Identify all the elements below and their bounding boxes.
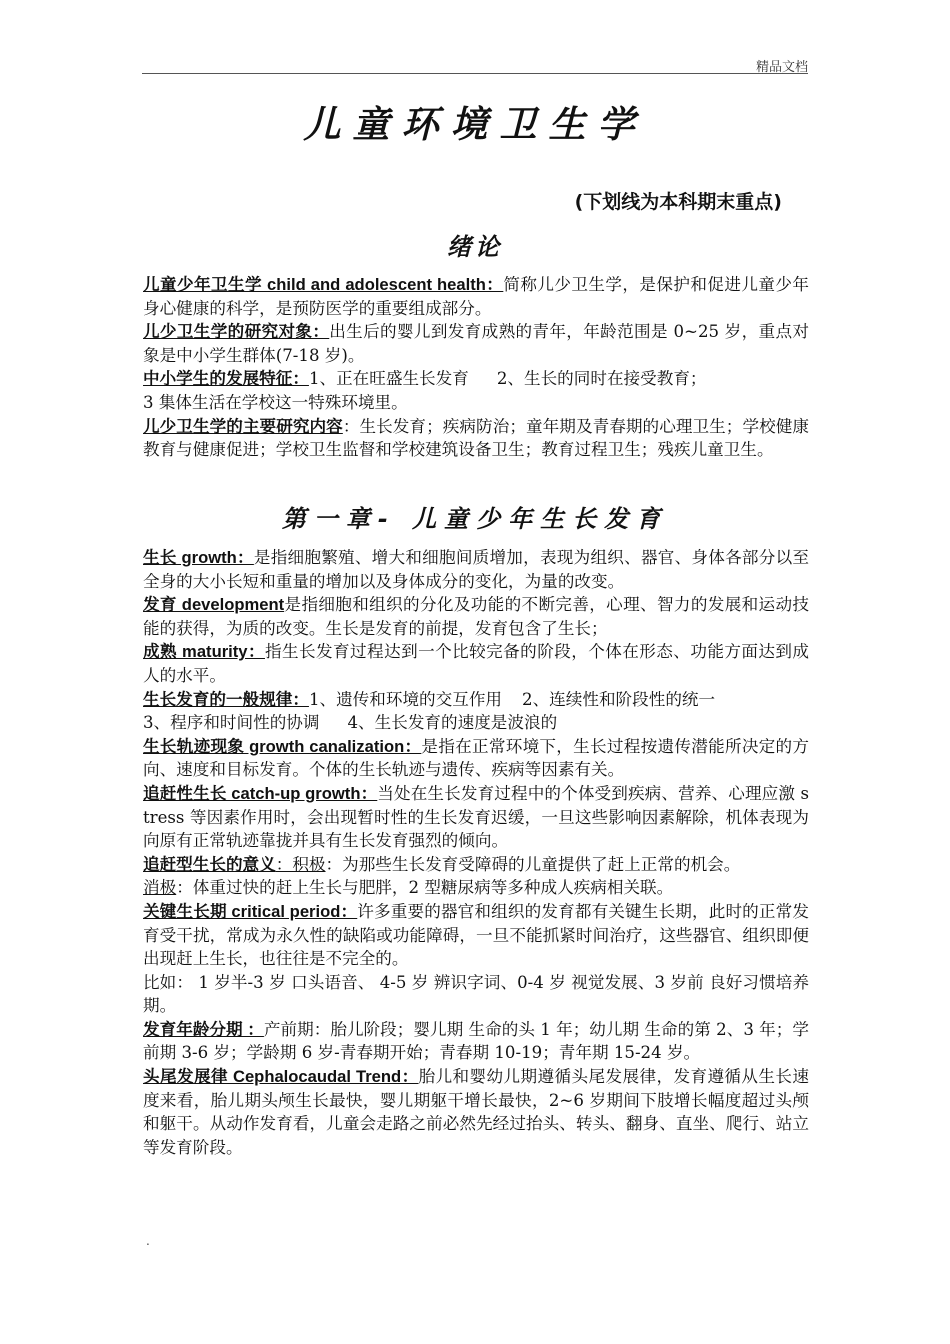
term-label: 关键生长期 critical period： bbox=[143, 901, 358, 921]
paragraph-cephalocaudal bbox=[143, 1065, 809, 1159]
term-label: 儿少卫生学的研究对象： bbox=[143, 322, 330, 342]
term-label: 生长 growth： bbox=[143, 548, 254, 567]
term-label: 成熟 maturity： bbox=[143, 642, 265, 662]
paragraph-text: 简称儿少卫生学，是保护和促进儿童少年身心健康的科学，是预防医学的重要组成部分。 bbox=[143, 275, 810, 318]
term-label: 中小学生的发展特征： bbox=[143, 369, 309, 389]
paragraph-text: 许多重要的器官和组织的发育都有关键生长期，此时的正常发育受干扰，常成为永久性的缺陷或功能障碍，一旦不能抓紧时间治疗，这些器官、组织即便出现赶上生长，也往往是不完全的。 bbox=[143, 901, 809, 969]
feature-3: 3 集体生活在学校这一特殊环境里。 bbox=[143, 392, 408, 412]
feature-2: 2、生长的同时在接受教育； bbox=[496, 369, 707, 389]
term-label: 生长轨迹现象 growth canalization： bbox=[143, 736, 422, 756]
term-label: 发育年龄分期 ： bbox=[143, 1019, 264, 1039]
intro-heading: 绪论 bbox=[447, 233, 503, 261]
chapter1-heading: 第一章- 儿童少年生长发育 bbox=[281, 505, 669, 533]
paragraph-rules bbox=[143, 688, 809, 735]
paragraph-text: 产前期：胎儿阶段；婴儿期 生命的头 1 年；幼儿期 生命的第 2、3 年；学前期 3-6 岁；学龄期 6 岁-青春期开始；青春期 10-19；青年期 15-24 岁。 bbox=[143, 1019, 809, 1063]
term-label: 生长发育的一般规律： bbox=[143, 689, 309, 709]
rule-1: 1、遗传和环境的交互作用 bbox=[308, 689, 503, 709]
paragraph-research-object bbox=[143, 320, 809, 367]
chapter1-section bbox=[143, 546, 809, 1159]
rule-4: 4、生长发育的速度是波浪的 bbox=[347, 713, 558, 733]
paragraph-age-stages bbox=[143, 1018, 809, 1065]
negative-label: 消极 bbox=[143, 878, 177, 898]
paragraph-text: 指生长发育过程达到一个比较完备的阶段，个体在形态、功能方面达到成人的水平。 bbox=[143, 642, 810, 685]
paragraph-text: ：生长发育；疾病防治；童年期及青春期的心理卫生；学校健康教育与健康促进；学校卫生监督和学校建筑设备卫生；教育过程卫生；残疾儿童卫生。 bbox=[143, 416, 810, 460]
negative-text: ：体重过快的赶上生长与肥胖，2 型糖尿病等多种成人疾病相关联。 bbox=[176, 878, 674, 898]
paragraph-text: 是指细胞和组织的分化及功能的不断完善，心理、智力的发展和运动技能的获得，为质的改变。生长是发育的前提，发育包含了生长； bbox=[143, 595, 810, 638]
paragraph-critical-period bbox=[143, 900, 809, 971]
positive-label: ：积极 bbox=[275, 854, 326, 874]
paragraph-canalization bbox=[143, 735, 809, 782]
paragraph-research-content bbox=[143, 415, 809, 462]
positive-text: ：为那些生长发育受障碍的儿童提供了赶上正常的机会。 bbox=[325, 854, 741, 874]
paragraph-example: 比如： 1 岁半-3 岁 口头语音、 4-5 岁 辨识字词、0-4 岁 视觉发展、3 岁前 良好习惯培养期。 bbox=[143, 972, 809, 1016]
document-note: (下划线为本科期末重点) bbox=[574, 191, 782, 213]
footer-dot: . bbox=[146, 1234, 150, 1248]
paragraph-text: 是指细胞繁殖、增大和细胞间质增加，表现为组织、器官、身体各部分以至全身的大小长短和重量的增加以及身体成分的变化，为量的改变。 bbox=[143, 548, 809, 591]
paragraph-catchup-meaning bbox=[143, 853, 809, 900]
paragraph-development bbox=[143, 593, 809, 640]
document-title: 儿童环境卫生学 bbox=[303, 103, 647, 146]
rule-2: 2、连续性和阶段性的统一 bbox=[522, 689, 716, 709]
paragraph-maturity bbox=[143, 640, 809, 687]
paragraph-student-features bbox=[143, 367, 809, 414]
term-label: 头尾发展律 Cephalocaudal Trend： bbox=[143, 1067, 419, 1087]
rule-3: 3、程序和时间性的协调 bbox=[143, 713, 320, 733]
paragraph-growth bbox=[143, 546, 809, 593]
header-rule bbox=[142, 73, 808, 74]
paragraph-catchup bbox=[143, 782, 809, 853]
intro-section bbox=[143, 273, 809, 462]
feature-1: 1、正在旺盛生长发育 bbox=[308, 369, 469, 389]
paragraph-definition bbox=[143, 273, 809, 320]
term-label: 追赶性生长 catch-up growth： bbox=[143, 783, 378, 803]
header-label: 精品文档 bbox=[755, 60, 808, 75]
term-label: 追赶型生长的意义 bbox=[143, 854, 276, 874]
paragraph-text: 出生后的婴儿到发育成熟的青年，年龄范围是 0~25 岁，重点对象是中小学生群体(7-18 岁)。 bbox=[143, 322, 810, 365]
paragraph-text: 当处在生长发育过程中的个体受到疾病、营养、心理应激 stress 等因素作用时，会出现暂时性的生长发育迟缓，一旦这些影响因素解除，机体表现为向原有正常轨迹靠拢并具有生长发育强烈的倾向。 bbox=[143, 783, 809, 851]
paragraph-text: 胎儿和婴幼儿期遵循头尾发展律，发育遵循从生长速度来看，胎儿期头颅生长最快，婴儿期躯干增长最快，2~6 岁期间下肢增长幅度超过头颅和躯干。从动作发育看，儿童会走路之前必然先经过抬头、转头、翻身、直坐、爬行、站立等发育阶段。 bbox=[143, 1067, 809, 1157]
paragraph-text: 是指在正常环境下，生长过程按遗传潜能所决定的方向、速度和目标发育。个体的生长轨迹与遗传、疾病等因素有关。 bbox=[143, 736, 810, 780]
term-label: 儿少卫生学的主要研究内容 bbox=[143, 416, 343, 436]
term-label: 儿童少年卫生学 child and adolescent health： bbox=[143, 275, 504, 294]
term-label: 发育 development bbox=[143, 595, 285, 615]
